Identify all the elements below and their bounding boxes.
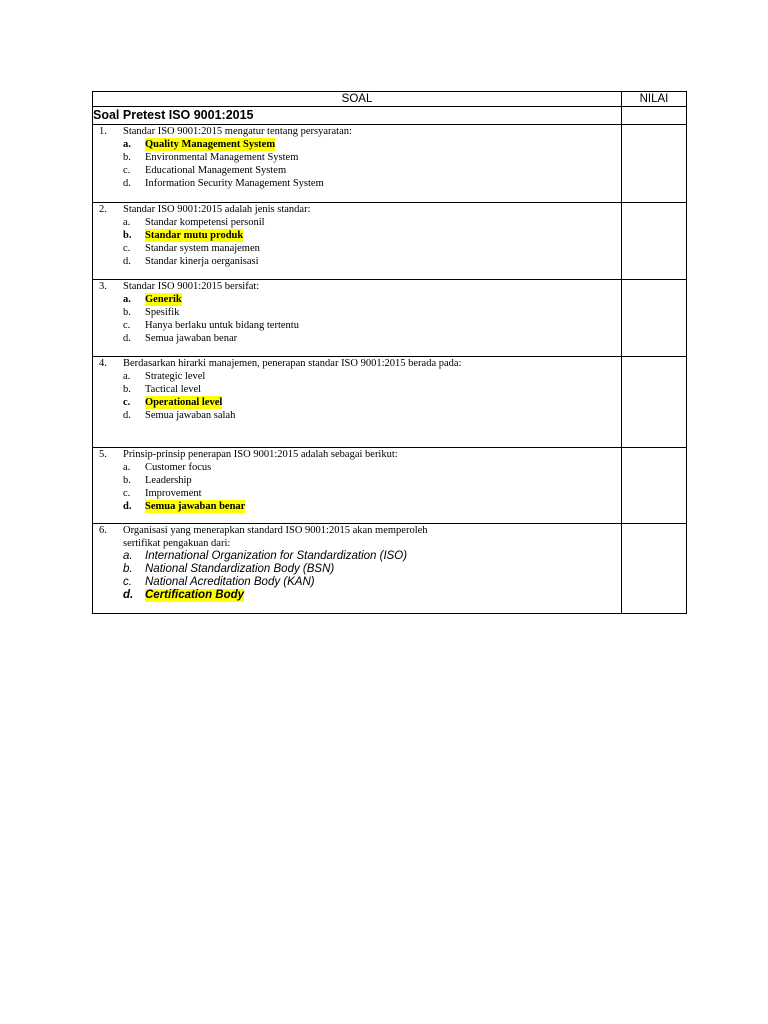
question-row-1 [93,125,687,203]
question-text: Standar ISO 9001:2015 bersifat: [123,281,260,292]
question-cell [93,203,622,280]
correct-answer: Certification Body [145,589,245,601]
title-score-cell [622,107,687,125]
header-soal: SOAL [93,92,622,107]
option-a: a. Standar kompetensi personil [123,217,265,228]
question-row-5 [93,448,687,524]
option-a: a. Strategic level [123,371,206,382]
option-d: d. Certification Body [123,589,245,601]
question-cell [93,524,622,614]
option-d: d. Standar kinerja oerganisasi [123,256,259,267]
question-text: Berdasarkan hirarki manajemen, penerapan standar ISO 9001:2015 berada pada: [123,358,462,369]
quiz-table [92,91,687,614]
question-row-3 [93,280,687,357]
option-b: b. Leadership [123,475,192,486]
question-number: 5. [99,449,107,460]
option-c: c. Operational level [123,397,223,408]
question-number: 1. [99,126,107,137]
option-c: c. Hanya berlaku untuk bidang tertentu [123,320,299,331]
option-b: b. Standar mutu produk [123,230,244,241]
question-text-continued: sertifikat pengakuan dari: [123,538,231,549]
correct-answer: Quality Management System [145,139,276,150]
score-cell [622,448,687,524]
question-number: 3. [99,281,107,292]
option-a: a. Generik [123,294,182,305]
score-cell [622,280,687,357]
title-row [93,107,687,125]
question-text: Standar ISO 9001:2015 mengatur tentang persyaratan: [123,126,352,137]
question-row-2 [93,203,687,280]
score-cell [622,357,687,448]
score-cell [622,125,687,203]
question-number: 2. [99,204,107,215]
correct-answer: Semua jawaban benar [145,501,246,512]
option-a: a. International Organization for Standardization (ISO) [123,550,408,562]
option-c: c. Improvement [123,488,202,499]
question-text: Organisasi yang menerapkan standard ISO 9001:2015 akan memperoleh [123,525,428,536]
score-cell [622,524,687,614]
option-b: b. Tactical level [123,384,202,395]
question-number: 6. [99,525,107,536]
option-b: b. National Standardization Body (BSN) [123,563,335,575]
question-cell [93,357,622,448]
score-cell [622,203,687,280]
option-d: d. Information Security Management System [123,178,324,189]
question-row-6 [93,524,687,614]
option-c: c. Educational Management System [123,165,287,176]
option-b: b. Spesifik [123,307,180,318]
option-a: a. Quality Management System [123,139,276,150]
correct-answer: Standar mutu produk [145,230,244,241]
question-row-4 [93,357,687,448]
question-cell [93,448,622,524]
question-cell [93,280,622,357]
correct-answer: Operational level [145,397,223,408]
option-d: d. Semua jawaban salah [123,410,236,421]
option-d: d. Semua jawaban benar [123,501,246,512]
option-b: b. Environmental Management System [123,152,299,163]
quiz-title: Soal Pretest ISO 9001:2015 [93,107,622,125]
option-c: c. National Acreditation Body (KAN) [123,576,315,588]
option-a: a. Customer focus [123,462,212,473]
option-d: d. Semua jawaban benar [123,333,238,344]
question-cell [93,125,622,203]
header-row [93,92,687,107]
question-number: 4. [99,358,107,369]
question-text: Prinsip-prinsip penerapan ISO 9001:2015 adalah sebagai berikut: [123,449,398,460]
question-text: Standar ISO 9001:2015 adalah jenis standar: [123,204,311,215]
option-c: c. Standar system manajemen [123,243,260,254]
header-nilai: NILAI [622,92,687,107]
correct-answer: Generik [145,294,182,305]
